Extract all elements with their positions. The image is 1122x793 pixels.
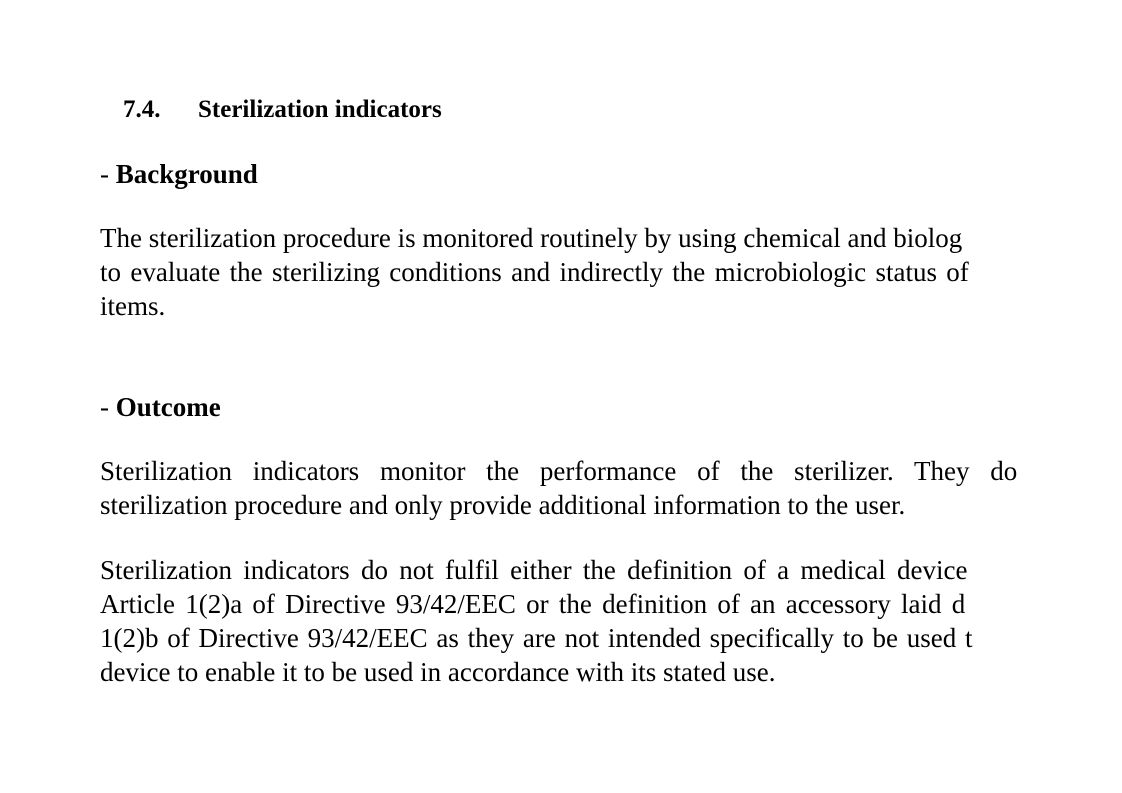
outcome-heading bbox=[100, 390, 221, 424]
section-number: 7.4. bbox=[123, 96, 161, 123]
background-heading-text: Background bbox=[115, 159, 258, 189]
paragraph-line: Sterilization indicators monitor the performance of the sterilizer. They do bbox=[100, 456, 1018, 486]
background-heading-prefix: - bbox=[100, 159, 116, 189]
section-heading bbox=[123, 94, 442, 126]
paragraph-line: items. bbox=[100, 291, 166, 321]
paragraph-line: 1(2)b of Directive 93/42/EEC as they are not intended specifically to be used t bbox=[100, 623, 973, 653]
paragraph-line: Sterilization indicators do not fulfil either the definition of a medical device bbox=[100, 555, 968, 585]
background-heading bbox=[100, 157, 258, 191]
paragraph-line: to evaluate the sterilizing conditions and indirectly the microbiologic status of bbox=[100, 257, 969, 287]
section-title: Sterilization indicators bbox=[198, 96, 442, 123]
outcome-paragraph-1 bbox=[100, 454, 1053, 522]
outcome-paragraph-2 bbox=[100, 553, 1053, 689]
paragraph-line: Article 1(2)a of Directive 93/42/EEC or the definition of an accessory laid d bbox=[100, 589, 966, 619]
paragraph-line: The sterilization procedure is monitored routinely by using chemical and biolog bbox=[100, 223, 963, 253]
paragraph-line: sterilization procedure and only provide additional information to the user. bbox=[100, 490, 906, 520]
outcome-heading-prefix: - bbox=[100, 392, 116, 422]
paragraph-line: device to enable it to be used in accordance with its stated use. bbox=[100, 657, 776, 687]
background-paragraph bbox=[100, 221, 1053, 323]
outcome-heading-text: Outcome bbox=[115, 392, 221, 422]
